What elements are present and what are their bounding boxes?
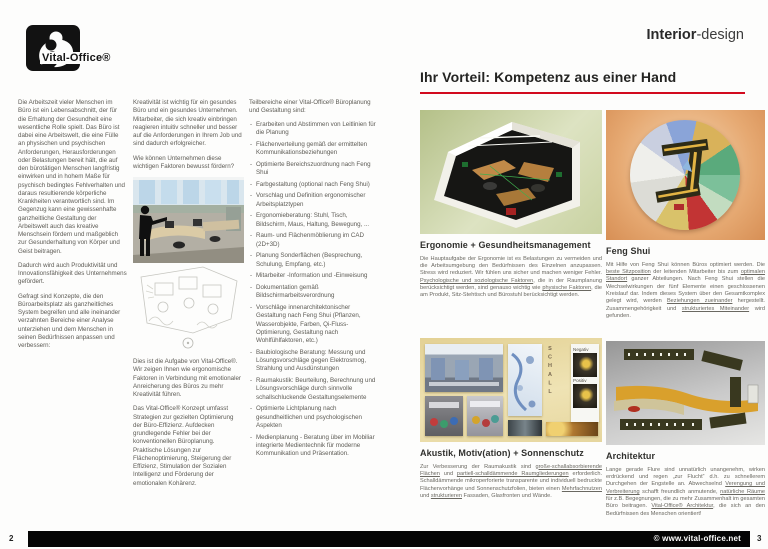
- left-page-number: 2: [9, 534, 14, 543]
- floorplan-sketch: [133, 263, 244, 351]
- negativ-thumbnail: [573, 353, 597, 377]
- brand-name: Vital-Office®: [42, 52, 111, 64]
- inline-link[interactable]: physische Faktoren: [542, 285, 592, 292]
- footer-bar: [28, 531, 750, 547]
- copyright-url: © www.vital-office.net: [653, 534, 741, 543]
- inline-link[interactable]: strukturiertes Miteinander: [681, 305, 750, 312]
- office-photo: [133, 177, 244, 263]
- paragraph: Kreativität ist wichtig für ein gesundes Büro und ein gesundes Unternehmen. Mitarbeiter, die sich kreativ einbringen reagieren intuitiv schneller und besser auf die Anforderungen in Ihrem Job und sind dadurch erfolgreicher.: [133, 99, 242, 148]
- list-item: - Vorschlag und Definition ergonomischer Arbeitsplatztypen: [249, 192, 376, 209]
- services-intro: Teilbereiche einer Vital-Office® Büroplanung und Gestaltung sind:: [249, 99, 371, 115]
- paragraph: Gefragt sind Konzepte, die den Büroarbeitsplatz als ganzheitliches System begreifen und alle ineinander verzahnten Bereiche einer Analyse unterziehen und dem Menschen in seinen Bedürfnissen anpassen und verbessern:: [18, 292, 121, 349]
- list-item: - Ergonomieberatung: Stuhl, Tisch, Bildschirm, Maus, Haltung, Bewegung, ...: [249, 212, 376, 229]
- vital-office-logo-icon: [26, 25, 80, 71]
- paragraph: Dies ist die Aufgabe von Vital-Office®. Wir zeigen Ihnen wie ergonomische Faktoren in Verbindung mit emotionaler Anreicherung des Büros zu mehr Kreativität führen.: [133, 358, 241, 398]
- inline-link[interactable]: Beziehungen zueinander: [666, 298, 733, 305]
- intro-column: [18, 99, 127, 356]
- inline-link[interactable]: Verengung und Verbreiterung: [606, 481, 765, 495]
- list-item: - Flächenverteilung gemäß der ermittelten Kommunikationsbeziehungen: [249, 141, 376, 158]
- services-list: [249, 121, 376, 459]
- panel-title: Akustik, Motiv(ation) + Sonnenschutz: [420, 448, 584, 458]
- list-item: - Optimierte Lichtplanung nach gesundheitlichen und psychologischen Aspekten: [249, 405, 376, 430]
- bagua-wheel: [630, 120, 740, 230]
- acoustic-panel-photo: [508, 344, 542, 416]
- list-item: - Optimierte Bereichszuordnung nach Feng Shui: [249, 161, 376, 178]
- panel-text: Mit Hilfe von Feng Shui können Büros optimiert werden. Die beste Sitzposition der leitenden Mitarbeiter bis zum optimalen Standort ganzer Abteilungen. Nach Feng Shui stellen die Wechselwirkungen der fünf Elemente einen geschlossenen Kreislauf dar. Indem dieses System über den Gesamtkomplex gelegt wird, werden Beziehungen zueinander hergestellt. Zusammengehörigkeit und strukturiertes Miteinander wird gefunden.: [606, 261, 765, 320]
- inline-link[interactable]: Vital-Office® Architektur: [651, 503, 714, 510]
- panel-architektur: [606, 341, 765, 524]
- panel-text: Die Hauptaufgabe der Ergonomie ist es Belastungen zu vermeiden und die Arbeitsumgebung den Bedürfnissen des Einzelnen anzupassen. Stress wird reduziert. Wir fühlen uns sicher und machen weniger Fehler. Psychologische und soziologische Faktoren, die in der Raumplanung berücksichtigt werden, sind genauso wichtig wie physische Faktoren, die am Produkt, Sitz-Stehtisch und Bürostuhl berücksichtigt werden.: [420, 255, 602, 299]
- list-item: - Erarbeiten und Abstimmen von Leitlinien für die Planung: [249, 121, 376, 138]
- red-accent-rule: [420, 92, 745, 94]
- ergonomics-room-image: [420, 110, 602, 234]
- inline-link[interactable]: beste Sitzposition: [606, 268, 651, 275]
- positiv-thumbnail: [573, 384, 597, 408]
- panel-title: Ergonomie + Gesundheitsmanagement: [420, 240, 591, 250]
- list-item: - Dokumentation gemäß Bildschirmarbeitsverordnung: [249, 284, 376, 301]
- section-title-light: -design: [696, 27, 744, 43]
- colorful-chairs-photo-2: [467, 396, 503, 436]
- inline-link[interactable]: Mehrfachnutzen: [561, 485, 602, 492]
- list-item: - Vorschläge innenarchitektonischer Gestaltung nach Feng Shui (Pflanzen, Wasserobjekte, Farben, Qi-Fluss-Optimierung, Gestaltung nach Wohlfühlfaktoren, etc.): [249, 304, 376, 345]
- panel-akustik: [420, 338, 602, 506]
- negativ-label: Negativ: [573, 347, 589, 352]
- acoustics-collage-image: [420, 338, 602, 442]
- panel-title: Feng Shui: [606, 246, 651, 256]
- services-column: [249, 99, 376, 462]
- panel-fengshui: [606, 110, 765, 326]
- panel-text: Zur Verbesserung der Raumakustik sind große-schallabsorbierende Flächen und partiell-schalldämmende Raumgliederungen erforderlich. Schalldämmende mikroperforierte transparente und individuell bedruckte Flächenvorhänge und Sonnenschutzfolien, bieten einen Mehrfachnutzen und strukturieren Fassaden, Glasfronten und Wände.: [420, 463, 603, 500]
- paragraph: Dadurch wird auch Produktivität und Innovationsfähigkeit des Unternehmens gefördert.: [18, 261, 127, 286]
- section-title: [646, 27, 744, 43]
- list-item: - Farbgestaltung (optional nach Feng Shui): [249, 181, 376, 189]
- list-item: - Raumakustik: Beurteilung, Berechnung und Lösungsvorschläge durch sinnvolle schallschluckende Gestaltungselemente: [249, 377, 376, 402]
- list-item: - Medienplanung - Beratung über im Mobiliar integrierte Medientechnik für moderne Kommunikation und Präsentation.: [249, 434, 376, 459]
- section-title-bold: Interior: [646, 27, 697, 43]
- positiv-label: Positiv: [573, 378, 587, 383]
- paragraph: Das Vital-Office® Konzept umfasst Strategien zur gezielten Optimierung der Büro-Effizienz. Aufdecken grundlegende Fehler bei der konventionellen Büroplanung. Praktische Lösungen zur Flächenoptimierung, Steigerung der Effizienz, Stimulation der Sozialen Intelligenz und Förderung der emotionalen Kohärenz.: [133, 405, 234, 487]
- feng-shui-wheel-image: [606, 110, 765, 240]
- schall-vertical-label: SCHALL: [547, 346, 553, 398]
- inline-link[interactable]: partiell-schalldämmende Raumgliederungen: [456, 470, 569, 477]
- architecture-floorplan-image: [606, 341, 765, 445]
- list-item: - Raum- und Flächenmöblierung im CAD (2D+3D): [249, 232, 376, 249]
- list-item: - Planung Sonderflächen (Besprechung, Schulung, Empfang, etc.): [249, 252, 376, 269]
- colorful-chairs-photo: [425, 396, 463, 436]
- paragraph: Wie können Unternehmen diese wichtigen Faktoren bewusst fördern?: [133, 154, 235, 170]
- warm-spheres-photo: [546, 422, 598, 436]
- right-page-number: 3: [757, 534, 762, 543]
- inline-link[interactable]: natürliche Räume: [720, 488, 765, 495]
- panel-title: Architektur: [606, 451, 656, 461]
- page-title: Ihr Vorteil: Kompetenz aus einer Hand: [420, 69, 677, 85]
- inline-link[interactable]: optimalen Standort: [606, 268, 765, 283]
- office-interior-photo: [425, 344, 503, 392]
- motiv-inset-card: [571, 344, 599, 422]
- paragraph: Die Arbeitszeit vieler Menschen im Büro ist ein Lebensabschnitt, der für die Erhaltung der Gesundheit eine wesentliche Rolle spielt. Das Büro ist dabei eine Arbeitswelt, die eine Fülle an physischen und psychischen Anforderungen, Herausforderungen oder Belastungen bereit hält, die auf den bürotätigen Menschen langfristig einwirken und in hohem Maße für psychisch bedingtes Fehlverhalten und daraus resultierende körperliche Krankheiten verantwortlich sind. Im Gegenzug kann eine gewissenhafte ganzheitliche Gestaltung der Arbeitswelt auch das kreative Menschsein fördern und maßgeblich zur Gesunderhaltung von Körper und Geist beitragen.: [18, 99, 125, 255]
- creativity-column: [133, 99, 244, 494]
- inline-link[interactable]: große-schallabsorbierende Flächen: [420, 463, 602, 477]
- list-item: - Mitarbeiter -Information und -Einweisung: [249, 272, 376, 280]
- list-item: - Baubiologische Beratung: Messung und Lösungsvorschläge gegen Elektrosmog, Strahlung und Ausdünstungen: [249, 349, 376, 374]
- panel-text: Lange gerade Flure sind unnatürlich unangenehm, wirken erdrückend und regen „zur Flucht“ d.h. zu schnellerem Durchgehen der Engstelle an. Abwechselnd Verengung und Verbreiterung schafft freundlich anmutende, natürliche Räume für z.B. Begegnungen, die zu mehr Zusammenhalt im gesamten Büro beitragen. Vital-Office® Architektur, die sich an den Bedürfnissen des Menschen orientiert!: [606, 466, 765, 517]
- inline-link[interactable]: Psychologische und soziologische Faktoren: [420, 277, 534, 284]
- panel-ergonomie: [420, 110, 602, 305]
- inline-link[interactable]: strukturieren: [430, 493, 462, 500]
- glass-front-photo: [508, 420, 542, 436]
